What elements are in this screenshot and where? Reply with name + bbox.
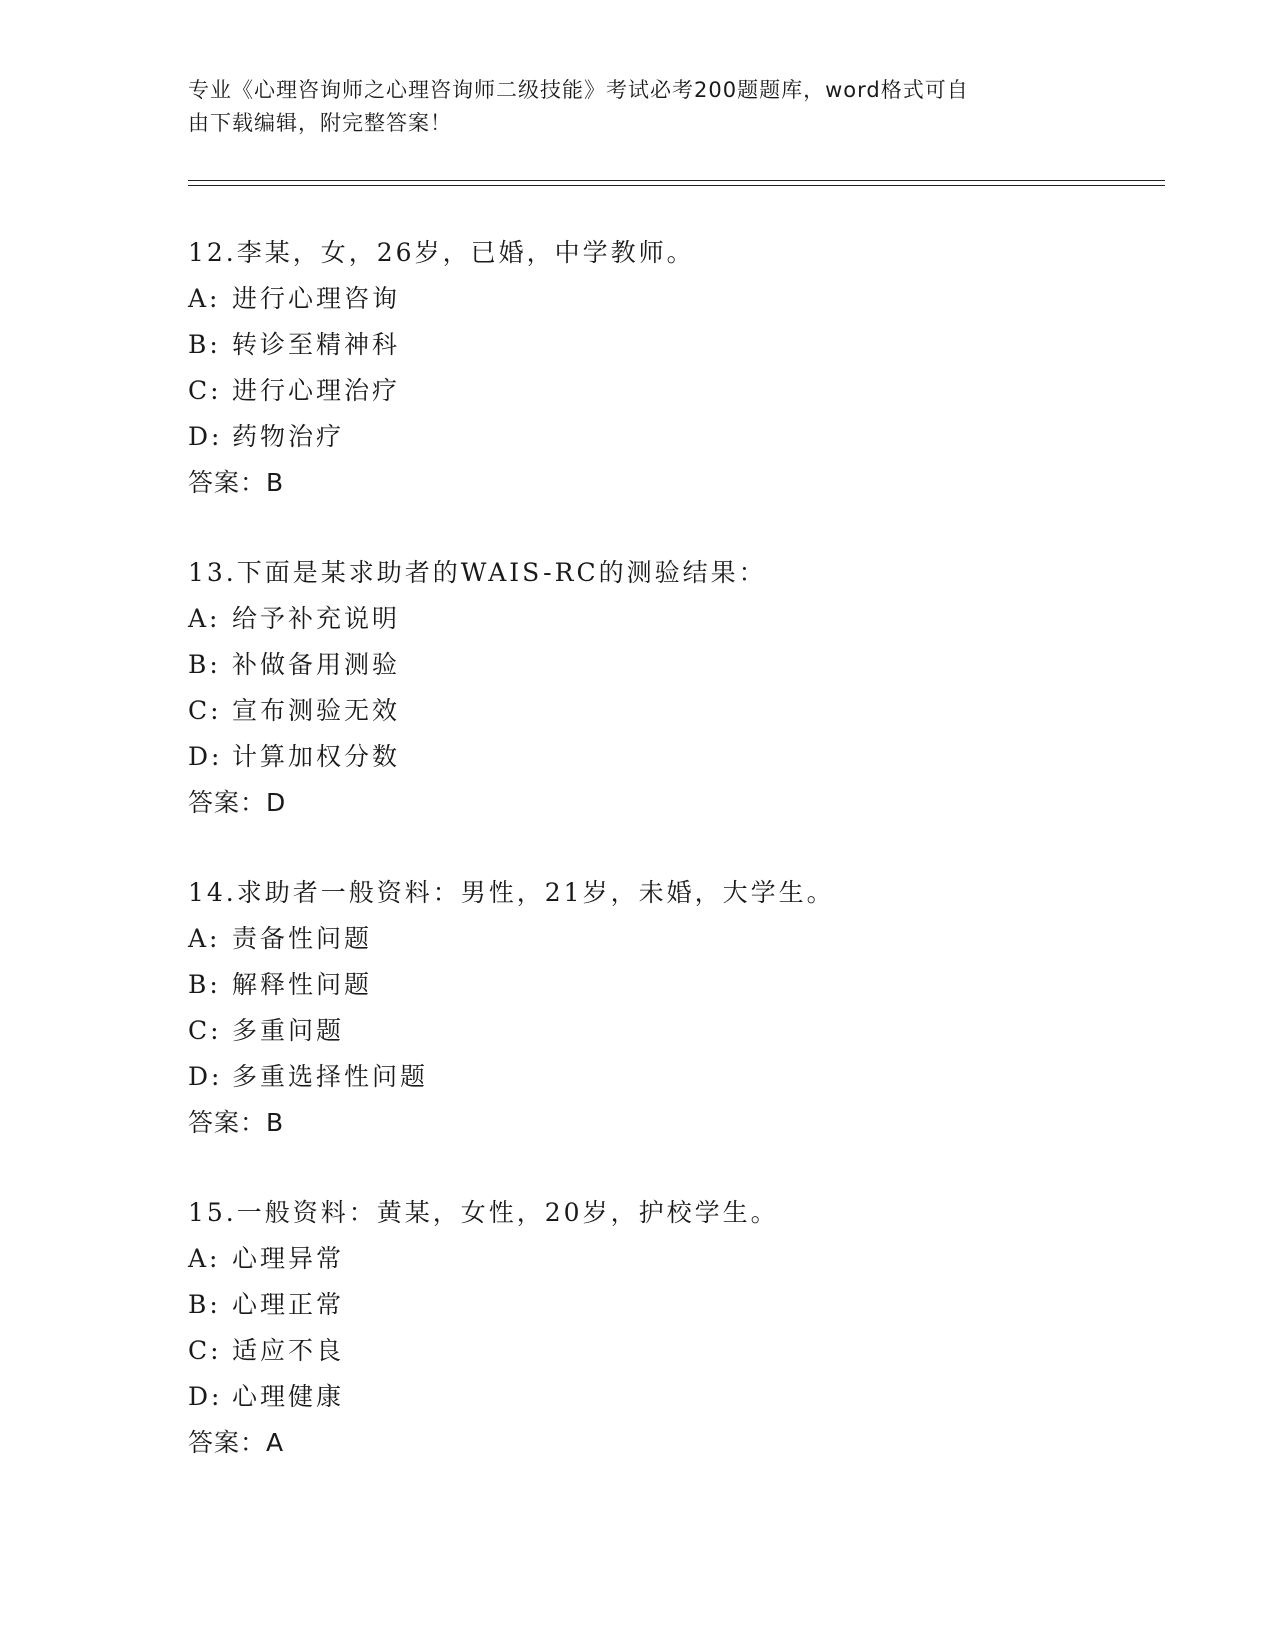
header-line-2: 由下载编辑，附完整答案！ xyxy=(188,111,452,135)
header-divider-top xyxy=(188,180,1165,181)
option-text: 计算加权分数 xyxy=(232,742,401,771)
option-b xyxy=(188,642,1168,688)
option-text: 责备性问题 xyxy=(232,924,373,953)
option-text: 药物治疗 xyxy=(232,422,345,451)
option-text: 给予补充说明 xyxy=(232,604,401,633)
option-b xyxy=(188,962,1168,1008)
option-text: 多重选择性问题 xyxy=(232,1062,429,1091)
option-a xyxy=(188,916,1168,962)
option-key: B: xyxy=(188,1290,221,1319)
option-d xyxy=(188,1054,1168,1100)
question-text: 13.下面是某求助者的WAIS-RC的测验结果： xyxy=(188,558,767,587)
option-a xyxy=(188,1236,1168,1282)
question-text: 12.李某，女，26岁，已婚，中学教师。 xyxy=(188,238,695,267)
option-c xyxy=(188,1328,1168,1374)
option-d xyxy=(188,1374,1168,1420)
option-key: A: xyxy=(188,604,221,633)
option-c xyxy=(188,368,1168,414)
option-c xyxy=(188,1008,1168,1054)
option-text: 转诊至精神科 xyxy=(232,330,401,359)
option-text: 补做备用测验 xyxy=(232,650,401,679)
option-key: D: xyxy=(188,422,223,451)
option-c xyxy=(188,688,1168,734)
option-d xyxy=(188,734,1168,780)
option-text: 进行心理咨询 xyxy=(232,284,401,313)
header-line-1: 专业《心理咨询师之心理咨询师二级技能》考试必考200题题库，word格式可自 xyxy=(188,78,969,102)
option-d xyxy=(188,414,1168,460)
question-block xyxy=(188,230,1168,506)
document-header xyxy=(188,74,1068,140)
option-key: C: xyxy=(188,1336,222,1365)
option-text: 进行心理治疗 xyxy=(232,376,401,405)
option-key: A: xyxy=(188,284,221,313)
option-text: 多重问题 xyxy=(232,1016,345,1045)
option-text: 心理健康 xyxy=(232,1382,345,1411)
option-key: C: xyxy=(188,696,222,725)
option-key: B: xyxy=(188,650,221,679)
option-a xyxy=(188,276,1168,322)
answer: 答案：B xyxy=(188,468,285,497)
answer: 答案：A xyxy=(188,1428,285,1457)
option-key: B: xyxy=(188,330,221,359)
question-text: 14.求助者一般资料：男性，21岁，未婚，大学生。 xyxy=(188,878,835,907)
option-a xyxy=(188,596,1168,642)
question-block xyxy=(188,550,1168,826)
option-key: C: xyxy=(188,376,222,405)
answer: 答案：B xyxy=(188,1108,285,1137)
question-block xyxy=(188,1190,1168,1466)
option-text: 心理异常 xyxy=(232,1244,345,1273)
option-b xyxy=(188,322,1168,368)
option-key: C: xyxy=(188,1016,222,1045)
option-key: D: xyxy=(188,1382,223,1411)
option-text: 适应不良 xyxy=(232,1336,345,1365)
option-key: D: xyxy=(188,1062,223,1091)
option-key: B: xyxy=(188,970,221,999)
option-text: 解释性问题 xyxy=(232,970,373,999)
question-text: 15.一般资料：黄某，女性，20岁，护校学生。 xyxy=(188,1198,779,1227)
option-key: A: xyxy=(188,1244,221,1273)
option-key: D: xyxy=(188,742,223,771)
answer: 答案：D xyxy=(188,788,287,817)
option-b xyxy=(188,1282,1168,1328)
header-divider-bottom xyxy=(188,185,1165,186)
question-block xyxy=(188,870,1168,1146)
option-key: A: xyxy=(188,924,221,953)
option-text: 宣布测验无效 xyxy=(232,696,401,725)
option-text: 心理正常 xyxy=(232,1290,345,1319)
